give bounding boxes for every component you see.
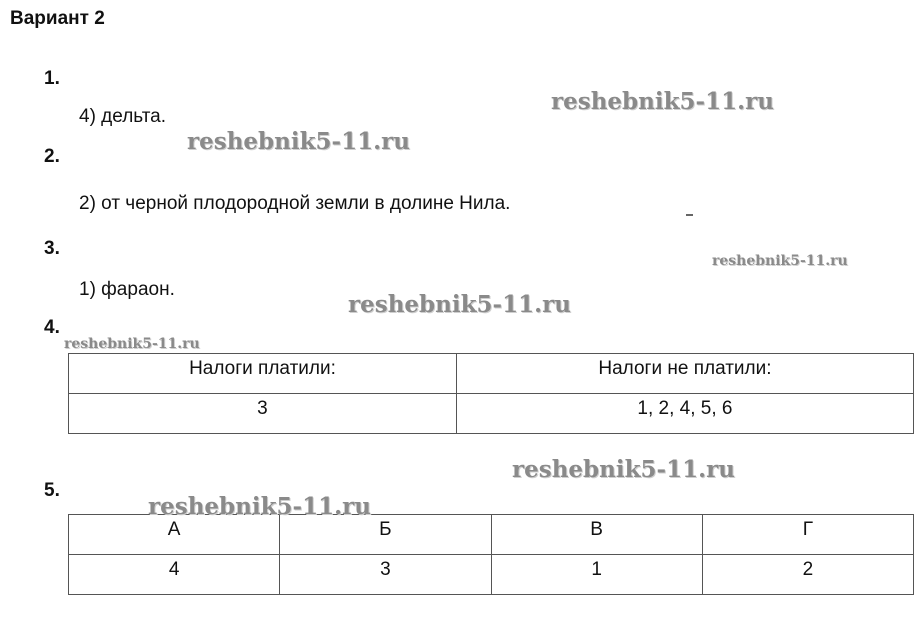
watermark: reshebnik5-11.ru [712, 253, 848, 269]
page-title: Вариант 2 [10, 8, 105, 29]
watermark: reshebnik5-11.ru [512, 456, 735, 483]
table-header-cell: В [491, 515, 702, 555]
answer-1: 4) дельта. [79, 106, 167, 127]
table-header-cell: Б [280, 515, 491, 555]
watermark: reshebnik5-11.ru [348, 291, 571, 318]
table-header-cell: Налоги не платили: [456, 354, 913, 394]
question-number-2: 2. [44, 146, 60, 167]
question-number-4: 4. [44, 317, 60, 338]
table-row [69, 555, 914, 595]
table-cell: 2 [702, 555, 913, 595]
table-cell: 3 [280, 555, 491, 595]
watermark: reshebnik5-11.ru [187, 128, 410, 155]
watermark: reshebnik5-11.ru [64, 336, 200, 352]
table-cell: 3 [69, 394, 457, 434]
question-number-3: 3. [44, 238, 60, 259]
watermark: reshebnik5-11.ru [551, 88, 774, 115]
answer-2: 2) от черной плодородной земли в долине Нила. [79, 193, 511, 214]
table-cell: 4 [69, 555, 280, 595]
question-number-5: 5. [44, 480, 60, 501]
table-header-cell: Налоги платили: [69, 354, 457, 394]
table-header-cell: Г [702, 515, 913, 555]
table-row [69, 354, 914, 394]
table-row [69, 394, 914, 434]
table-header-cell: А [69, 515, 280, 555]
answer-3: 1) фараон. [79, 279, 175, 300]
watermark: reshebnik5-11.ru [148, 493, 371, 520]
table-row [69, 515, 914, 555]
table-cell: 1 [491, 555, 702, 595]
question-number-1: 1. [44, 68, 60, 89]
taxes-table [68, 353, 914, 434]
table-cell: 1, 2, 4, 5, 6 [456, 394, 913, 434]
stray-mark [686, 214, 693, 216]
matching-table [68, 514, 914, 595]
